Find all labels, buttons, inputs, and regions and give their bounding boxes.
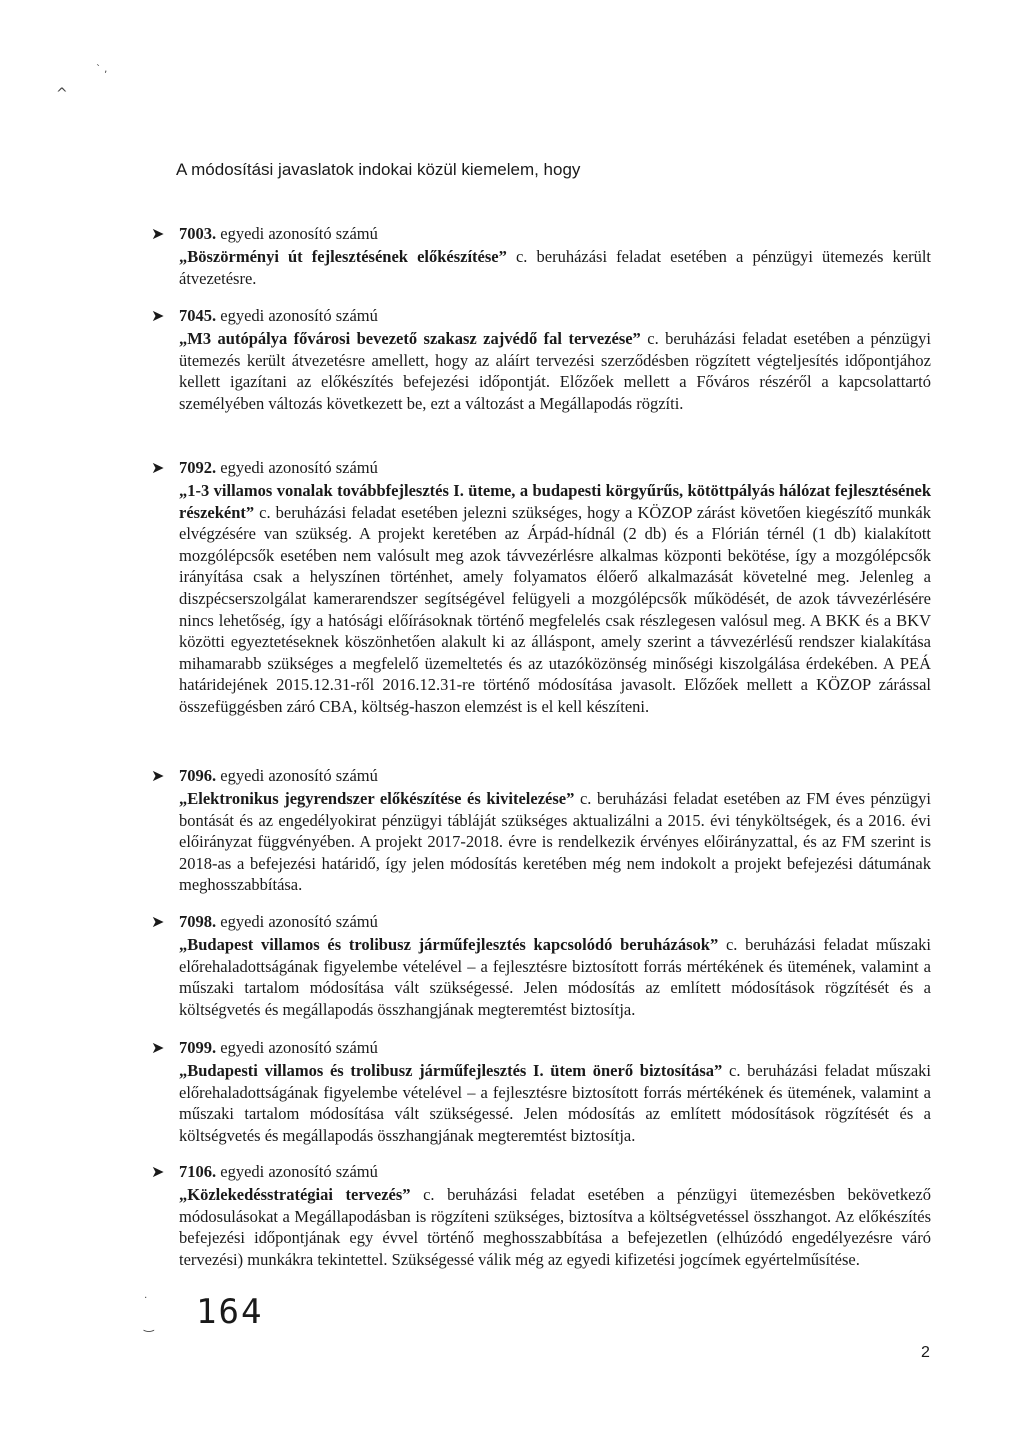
item-title: „Budapest villamos és trolibusz járműfejlesztés kapcsolódó beruházások” xyxy=(179,935,719,954)
page-stamp-number: 164 xyxy=(196,1292,264,1332)
item-title: „Böszörményi út fejlesztésének előkészítése” xyxy=(179,247,507,266)
item-code: 7096. xyxy=(179,766,217,785)
item-body xyxy=(179,1184,931,1270)
scan-mark: ․ xyxy=(144,1290,148,1301)
arrow-bullet-icon: ➤ xyxy=(151,766,165,785)
arrow-bullet-icon: ➤ xyxy=(151,1038,165,1057)
arrow-bullet-icon: ➤ xyxy=(151,224,165,243)
item-heading xyxy=(179,222,931,246)
item-code-suffix: egyedi azonosító számú xyxy=(216,1038,378,1057)
item-text: c. beruházási feladat műszaki előrehaladottságának figyelembe vételével – a fejlesztésre biztosított forrás mértékének és ütemének, valamint a műszaki tartalom módosítása vált szükségessé. Jelen módosítás az említett módosítások rögzítését és a költségvetés és megállapodás összhangjának megteremtést biztosítja. xyxy=(179,935,931,1019)
item-code-suffix: egyedi azonosító számú xyxy=(216,766,378,785)
item-body xyxy=(179,246,931,289)
item-body xyxy=(179,480,931,718)
item-code: 7098. xyxy=(179,912,217,931)
scan-mark: ` , xyxy=(96,64,108,75)
item-title: „Elektronikus jegyrendszer előkészítése és kivitelezése” xyxy=(179,789,575,808)
item-code-suffix: egyedi azonosító számú xyxy=(216,306,378,325)
list-item-7099 xyxy=(151,1036,931,1146)
item-code-suffix: egyedi azonosító számú xyxy=(216,224,378,243)
list-item-7045 xyxy=(151,304,931,414)
page-number: 2 xyxy=(921,1344,930,1361)
list-item-7106 xyxy=(151,1160,931,1270)
item-heading xyxy=(179,764,931,788)
item-text: c. beruházási feladat esetében az FM éves pénzügyi bontását és az engedélyokirat pénzügyi tábláját szükséges aktualizálni a 2015. évi tényköltségek, és a 2016. évi előirányzat függvényében. A projekt 2017-2018. évre is rendelkezik érvényes előirányzattal, és az FM szerint is 2018-as a befejezési határidő, így jelen módosítás keretében még nem indokolt a projekt befejezési dátumának meghosszabbítása. xyxy=(179,789,931,895)
item-title: „M3 autópálya fővárosi bevezető szakasz zajvédő fal tervezése” xyxy=(179,329,641,348)
item-body xyxy=(179,788,931,896)
scan-mark: ^ xyxy=(56,86,68,102)
item-title: „1-3 villamos vonalak továbbfejlesztés I. üteme, a budapesti körgyűrűs, kötöttpályás hálózat fejlesztésének részeként” xyxy=(179,481,931,522)
item-text: c. beruházási feladat esetében jelezni szükséges, hogy a KÖZOP zárást követően kiegészítő munkák elvégzésére van szükség. A projekt keretében az Árpád-hídnál (2 db) és a Flórián térnél (1 db) kialakított mozgólépcsők esetében nem valósult meg azok távvezérlésre alkalmas központi bekötése, így a mozgólépcsők irányítása csak a helyszínen történhet, amely folyamatos élőerő alkalmazását követelné meg. Jelenleg a diszpécserszolgálat kamerarendszer segítségével felügyeli a mozgólépcsők működését, de azok távvezérlésére nincs lehetőség, így a hatósági előírásoknak történő megfelelés csak részlegesen valósul meg. A BKK és a BKV közötti egyeztetéseknek köszönhetően alakult ki az álláspont, amely szerint a távvezérlésű rendszer kialakítása mihamarabb szükséges a megfelelő üzemeltetés és az utazóközönség minőségi kiszolgálása érdekében. A PEÁ határidejének 2015.12.31-ről 2016.12.31-re történő módosítása javasolt. Előzőek mellett a KÖZOP zárással összefüggésben záró CBA, költség-haszon elemzést is el kell készíteni. xyxy=(179,502,931,716)
item-code: 7092. xyxy=(179,458,217,477)
item-body xyxy=(179,1060,931,1146)
item-code-suffix: egyedi azonosító számú xyxy=(216,458,378,477)
item-heading xyxy=(179,456,931,480)
item-title: „Budapesti villamos és trolibusz járműfejlesztés I. ütem önerő biztosítása” xyxy=(179,1061,723,1080)
item-body xyxy=(179,934,931,1020)
arrow-bullet-icon: ➤ xyxy=(151,458,165,477)
item-code: 7099. xyxy=(179,1038,217,1057)
list-item-7092 xyxy=(151,456,931,718)
item-heading xyxy=(179,1160,931,1184)
intro-text: A módosítási javaslatok indokai közül kiemelem, hogy xyxy=(176,160,581,179)
item-code: 7045. xyxy=(179,306,217,325)
item-heading xyxy=(179,304,931,328)
item-code-suffix: egyedi azonosító számú xyxy=(216,1162,378,1181)
item-text: c. beruházási feladat esetében a pénzügyi ütemezés került átvezetésre. xyxy=(179,247,931,288)
item-code: 7003. xyxy=(179,224,217,243)
scan-mark: ‿ xyxy=(144,1318,154,1332)
arrow-bullet-icon: ➤ xyxy=(151,306,165,325)
list-item-7098 xyxy=(151,910,931,1020)
item-body xyxy=(179,328,931,414)
arrow-bullet-icon: ➤ xyxy=(151,912,165,931)
item-text: c. beruházási feladat esetében a pénzügyi ütemezés került átvezetésre amellett, hogy az aláírt tervezési szerződésben rögzített végteljesítés időpontjához kellett igazítani az előkészítés befejezési időpontját. Előzőek mellett a Főváros részéről a kapcsolattartó személyében változás következett be, ezt a változást a Megállapodás rögzíti. xyxy=(179,329,931,413)
item-code-suffix: egyedi azonosító számú xyxy=(216,912,378,931)
item-heading xyxy=(179,910,931,934)
item-heading xyxy=(179,1036,931,1060)
item-text: c. beruházási feladat esetében a pénzügyi ütemezésben bekövetkező módosulásokat a Megállapodásban is rögzíteni szükséges, biztosítva a költségvetéssel összhangot. Az előkészítés befejezési időpontjának egy évvel történő meghosszabbítása a befejezetlen (elhúzódó engedélyezésre váró tervezési) munkákra tekintettel. Szükségessé válik még az egyedi kifizetési jogcímek egyértelműsítése. xyxy=(179,1185,931,1269)
list-item-7003 xyxy=(151,222,931,289)
item-code: 7106. xyxy=(179,1162,217,1181)
arrow-bullet-icon: ➤ xyxy=(151,1162,165,1181)
list-item-7096 xyxy=(151,764,931,896)
item-title: „Közlekedésstratégiai tervezés” xyxy=(179,1185,411,1204)
item-text: c. beruházási feladat műszaki előrehaladottságának figyelembe vételével – a fejlesztésre biztosított forrás mértékének és ütemének, valamint a műszaki tartalom módosítása vált szükségessé. Jelen módosítás az említett módosítások rögzítését és a költségvetés és megállapodás összhangjának megteremtést biztosítja. xyxy=(179,1061,931,1145)
